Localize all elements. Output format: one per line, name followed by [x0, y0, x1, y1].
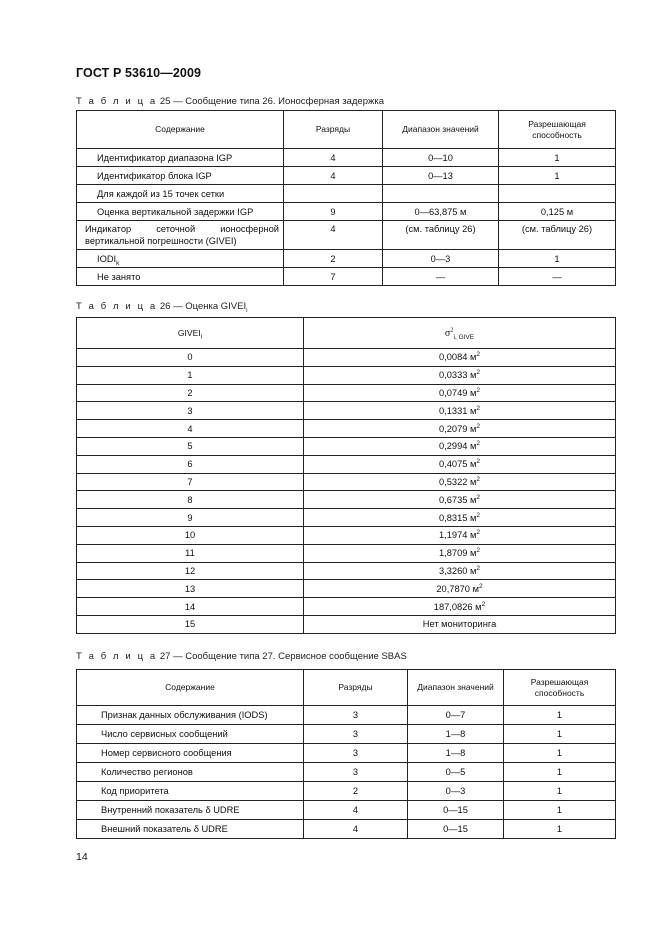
cell-resolution: —: [499, 268, 616, 286]
unit: м: [470, 459, 477, 470]
table-row: [77, 706, 616, 725]
cell-content: Идентификатор диапазона IGP: [77, 149, 284, 167]
cell-sigma: [304, 562, 616, 580]
unit-superscript: 2: [476, 511, 481, 519]
cell-range: —: [383, 268, 499, 286]
cell-content: Внешний показатель δ UDRE: [77, 820, 304, 839]
unit: м: [470, 512, 477, 523]
unit-superscript: 2: [476, 386, 481, 394]
page-number: 14: [76, 851, 88, 863]
unit-superscript: 2: [476, 440, 481, 448]
sigma-subscript: i, GIVE: [453, 333, 475, 341]
cell-content: Для каждой из 15 точек сетки: [77, 185, 284, 203]
table-row: [77, 473, 616, 491]
cell-bits: 3: [304, 744, 408, 763]
cell-resolution: 1: [504, 820, 616, 839]
unit: м: [475, 601, 482, 612]
table-row: [77, 203, 616, 221]
cell-range: 0—13: [383, 167, 499, 185]
cell-givei: 9: [77, 509, 304, 527]
table-row: [77, 221, 616, 250]
cell-givei: 1: [77, 366, 304, 384]
sigma-value: 1,8709: [438, 548, 468, 559]
cell-sigma: [304, 366, 616, 384]
unit: м: [470, 530, 477, 541]
cell-bits: 2: [304, 782, 408, 801]
cell-sigma: [304, 473, 616, 491]
sigma-symbol: σ: [444, 327, 451, 339]
givei-subscript: i: [200, 333, 203, 341]
unit: м: [470, 370, 477, 381]
cell-givei: 7: [77, 473, 304, 491]
cell-sigma: [304, 615, 616, 633]
unit-superscript: 2: [476, 369, 481, 377]
sigma-value: 1,1974: [438, 530, 468, 541]
cell-givei: 0: [77, 349, 304, 367]
caption-prefix: Т а б л и ц а: [76, 651, 158, 662]
cell-sigma: [304, 402, 616, 420]
cell-bits: 3: [304, 763, 408, 782]
sigma-value: 0,6735: [438, 494, 468, 505]
table-row: [77, 491, 616, 509]
cell-sigma: [304, 509, 616, 527]
sigma-value: 3,3260: [438, 565, 468, 576]
sigma-value: 0,0749: [438, 387, 468, 398]
cell-bits: 3: [304, 706, 408, 725]
table-26-body: [77, 349, 616, 634]
table-26: [76, 317, 616, 634]
table-row: [77, 598, 616, 616]
cell-sigma: [304, 349, 616, 367]
cell-sigma: [304, 437, 616, 455]
caption-prefix: Т а б л и ц а: [76, 96, 158, 107]
cell-content: [77, 250, 284, 268]
unit-superscript: 2: [476, 351, 481, 359]
table-row: [77, 763, 616, 782]
cell-resolution: 1: [499, 149, 616, 167]
unit: м: [472, 583, 479, 594]
unit-superscript: 2: [476, 422, 481, 430]
column-header: Содержание: [77, 670, 304, 706]
iodi-label: IODI: [97, 253, 117, 264]
cell-bits: 4: [284, 149, 383, 167]
iodi-subscript: k: [116, 259, 120, 267]
cell-sigma: [304, 526, 616, 544]
unit: м: [470, 423, 477, 434]
cell-sigma: [304, 544, 616, 562]
column-header: Содержание: [77, 111, 284, 149]
unit: м: [470, 565, 477, 576]
table-row: [77, 509, 616, 527]
cell-bits: 9: [284, 203, 383, 221]
cell-content: Количество регионов: [77, 763, 304, 782]
cell-range: 0—10: [383, 149, 499, 167]
unit: м: [470, 476, 477, 487]
cell-resolution: (см. таблицу 26): [499, 221, 616, 250]
cell-sigma: [304, 420, 616, 438]
table-row: [77, 384, 616, 402]
unit: м: [470, 405, 477, 416]
cell-range: 0—3: [408, 782, 504, 801]
table-row: [77, 782, 616, 801]
cell-bits: 4: [304, 820, 408, 839]
table-25: [76, 110, 616, 286]
cell-bits: [284, 185, 383, 203]
column-header: Разрешающая способность: [504, 670, 616, 706]
column-header: Разряды: [304, 670, 408, 706]
table-row: [77, 185, 616, 203]
sigma-value: 0,1331: [438, 405, 468, 416]
table-row: [77, 615, 616, 633]
sigma-value: 0,4075: [438, 459, 468, 470]
table-row: [77, 820, 616, 839]
cell-content: Код приоритета: [77, 782, 304, 801]
sigma-value: 0,2994: [438, 441, 468, 452]
cell-sigma: [304, 384, 616, 402]
sigma-value: 0,8315: [438, 512, 468, 523]
table-row: [77, 437, 616, 455]
table-row: [77, 580, 616, 598]
caption-text: 26 — Оценка GIVEI: [159, 301, 247, 312]
table-27-body: [77, 706, 616, 839]
unit: м: [470, 494, 477, 505]
cell-content: Не занято: [77, 268, 284, 286]
cell-content: Оценка вертикальной задержки IGP: [77, 203, 284, 221]
cell-resolution: 1: [504, 801, 616, 820]
table-row: [77, 349, 616, 367]
caption-prefix: Т а б л и ц а: [76, 301, 158, 312]
sigma-value: 0,2079: [438, 423, 468, 434]
cell-bits: 7: [284, 268, 383, 286]
cell-givei: 11: [77, 544, 304, 562]
cell-givei: 6: [77, 455, 304, 473]
cell-resolution: 1: [504, 763, 616, 782]
column-header: Разряды: [284, 111, 383, 149]
cell-sigma: [304, 455, 616, 473]
sigma-superscript: 2: [450, 326, 454, 334]
cell-resolution: 1: [504, 744, 616, 763]
cell-givei: 5: [77, 437, 304, 455]
sigma-value: 0,5322: [438, 476, 468, 487]
unit-superscript: 2: [476, 493, 481, 501]
cell-givei: 14: [77, 598, 304, 616]
table-25-caption: [76, 96, 384, 107]
cell-givei: 10: [77, 526, 304, 544]
cell-range: [383, 185, 499, 203]
table-row: [77, 801, 616, 820]
column-header-givei: [77, 318, 304, 349]
cell-content: Номер сервисного сообщения: [77, 744, 304, 763]
cell-givei: 2: [77, 384, 304, 402]
unit-superscript: 2: [481, 600, 486, 608]
cell-resolution: [499, 185, 616, 203]
cell-sigma: [304, 598, 616, 616]
unit-superscript: 2: [476, 564, 481, 572]
cell-content: Внутренний показатель δ UDRE: [77, 801, 304, 820]
cell-resolution: 0,125 м: [499, 203, 616, 221]
cell-content: Признак данных обслуживания (IODS): [77, 706, 304, 725]
cell-range: 0—63,875 м: [383, 203, 499, 221]
cell-bits: 3: [304, 725, 408, 744]
table-row: [77, 366, 616, 384]
table-row: [77, 562, 616, 580]
unit: м: [470, 441, 477, 452]
cell-content: Идентификатор блока IGP: [77, 167, 284, 185]
unit-superscript: 2: [476, 547, 481, 555]
table-row: [77, 725, 616, 744]
unit-superscript: 2: [476, 475, 481, 483]
cell-givei: 8: [77, 491, 304, 509]
unit-superscript: 2: [476, 529, 481, 537]
givei-label: GIVEI: [177, 327, 201, 338]
cell-bits: 4: [304, 801, 408, 820]
caption-text: 25 — Сообщение типа 26. Ионосферная задержка: [159, 96, 384, 107]
unit: м: [470, 387, 477, 398]
cell-sigma: [304, 491, 616, 509]
table-26-caption: [76, 301, 248, 312]
cell-range: 0—15: [408, 801, 504, 820]
table-row: [77, 268, 616, 286]
cell-givei: 4: [77, 420, 304, 438]
table-27: [76, 669, 616, 839]
table-row: [77, 250, 616, 268]
cell-resolution: 1: [504, 706, 616, 725]
column-header-sigma: [304, 318, 616, 349]
cell-resolution: 1: [504, 782, 616, 801]
table-row: [77, 420, 616, 438]
table-27-caption: [76, 651, 407, 662]
sigma-value: 187,0826: [433, 601, 473, 612]
cell-bits: 4: [284, 221, 383, 250]
table-row: [77, 744, 616, 763]
cell-givei: 12: [77, 562, 304, 580]
caption-text: 27 — Сообщение типа 27. Сервисное сообщение SBAS: [159, 651, 407, 662]
cell-sigma: [304, 580, 616, 598]
column-header: Диапазон значений: [383, 111, 499, 149]
table-row: [77, 526, 616, 544]
cell-givei: 13: [77, 580, 304, 598]
cell-bits: 2: [284, 250, 383, 268]
column-header: Разрешающая способность: [499, 111, 616, 149]
cell-content: Число сервисных сообщений: [77, 725, 304, 744]
sigma-value: Нет мониторинга: [422, 619, 497, 630]
table-row: [77, 455, 616, 473]
unit: м: [470, 352, 477, 363]
cell-range: (см. таблицу 26): [383, 221, 499, 250]
table-header-row: [77, 111, 616, 149]
cell-bits: 4: [284, 167, 383, 185]
cell-resolution: 1: [504, 725, 616, 744]
cell-range: 0—15: [408, 820, 504, 839]
cell-range: 0—3: [383, 250, 499, 268]
sigma-value: 20,7870: [436, 583, 470, 594]
unit-superscript: 2: [476, 404, 481, 412]
column-header: Диапазон значений: [408, 670, 504, 706]
unit-superscript: 2: [478, 582, 483, 590]
table-row: [77, 544, 616, 562]
unit: м: [470, 548, 477, 559]
cell-resolution: 1: [499, 250, 616, 268]
cell-givei: 3: [77, 402, 304, 420]
caption-subscript: i: [246, 306, 248, 314]
table-header-row: [77, 670, 616, 706]
table-row: [77, 402, 616, 420]
sigma-value: 0,0333: [438, 370, 468, 381]
cell-range: 1—8: [408, 744, 504, 763]
sigma-value: 0,0084: [438, 352, 468, 363]
cell-content: Индикатор сеточной ионосферной вертикальной погрешности (GIVEI): [77, 221, 284, 250]
cell-resolution: 1: [499, 167, 616, 185]
unit-superscript: 2: [476, 458, 481, 466]
table-header-row: [77, 318, 616, 349]
cell-range: 0—7: [408, 706, 504, 725]
cell-range: 1—8: [408, 725, 504, 744]
cell-range: 0—5: [408, 763, 504, 782]
table-row: [77, 167, 616, 185]
document-header: ГОСТ Р 53610—2009: [76, 66, 202, 80]
cell-givei: 15: [77, 615, 304, 633]
table-row: [77, 149, 616, 167]
